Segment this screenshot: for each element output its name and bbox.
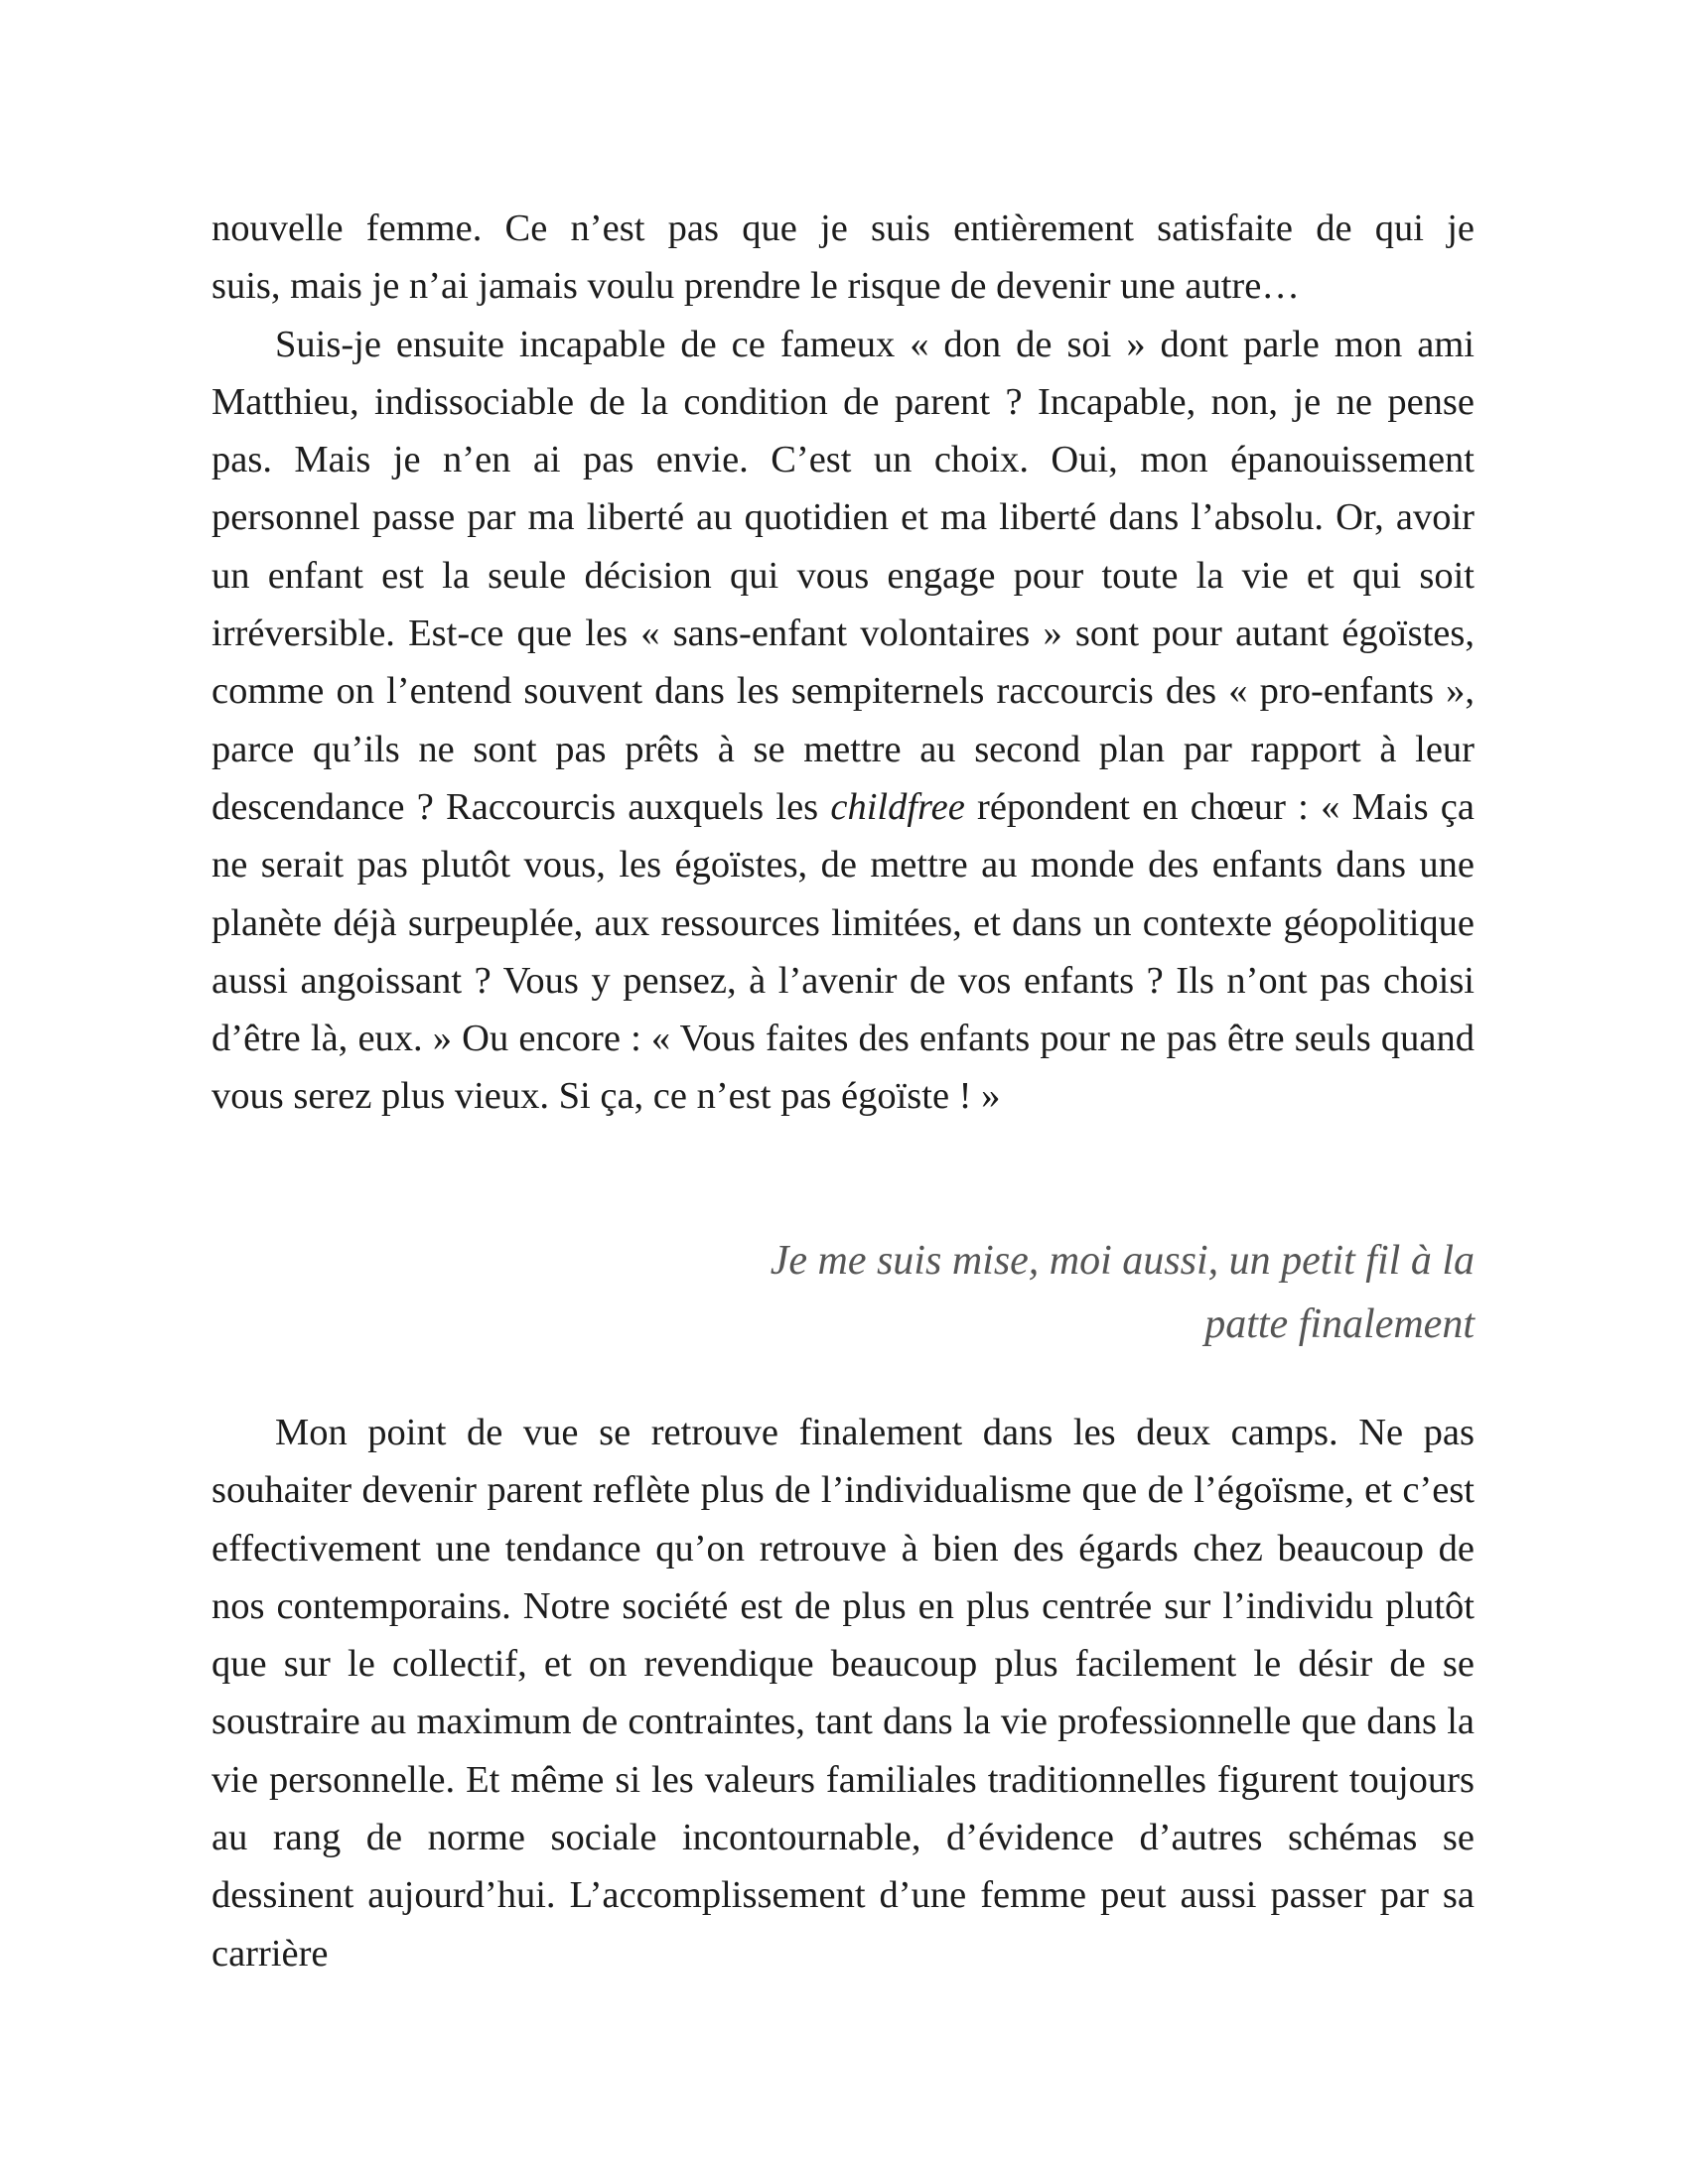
- body-text-top: [211, 200, 1475, 1126]
- section-heading-line-1: Je me suis mise, moi aussi, un petit fil à la: [770, 1238, 1475, 1284]
- continuation-line-2: suis, mais je n’ai jamais voulu prendre le risque de devenir une autre…: [211, 265, 1300, 308]
- continuation-line-1: nouvelle femme. Ce n’est pas que je suis entièrement satisfaite de qui je: [211, 207, 1475, 249]
- italic-term-childfree: childfree: [830, 785, 965, 828]
- paragraph-2: [211, 316, 1475, 1126]
- paragraph-2-text-a: Suis-je ensuite incapable de ce fameux « don de soi » dont parle mon ami Matthieu, indissociable de la condition de parent ? Incapable, non, je ne pense pas. Mais je n’en ai pas envie. C’est un choix. Oui, mon épanouissement personnel passe par ma liberté au quotidien et ma liberté dans l’absolu. Or, avoir un enfant est la seule décision qui vous engage pour toute la vie et qui soit irréversible. Est-ce que les « sans-enfant volontaires » sont pour autant égoïstes, comme on l’entend souvent dans les sempiternels raccourcis des « pro-enfants », parce qu’ils ne sont pas prêts à se mettre au second plan par rapport à leur descendance ? Raccourcis auxquels les: [211, 323, 1475, 828]
- paragraph-3: Mon point de vue se retrouve finalement dans les deux camps. Ne pas souhaiter devenir parent reflète plus de l’individualisme que de l’égoïsme, et c’est effectivement une tendance qu’on retrouve à bien des égards chez beaucoup de nos contemporains. Notre société est de plus en plus centrée sur l’individu plutôt que sur le collectif, et on revendique beaucoup plus facilement le désir de se soustraire au maximum de contraintes, tant dans la vie professionnelle que dans la vie personnelle. Et même si les valeurs familiales traditionnelles figurent toujours au rang de norme sociale incontournable, d’évidence d’autres schémas se dessinent aujourd’hui. L’accomplissement d’une femme peut aussi passer par sa carrière: [211, 1412, 1475, 1975]
- section-heading-line-2: patte finalement: [1204, 1301, 1475, 1347]
- body-text-bottom: [211, 1404, 1475, 1982]
- section-heading: [596, 1229, 1475, 1356]
- paragraph-2-text-b: répondent en chœur : « Mais ça ne serait pas plutôt vous, les égoïstes, de mettre au monde des enfants dans une planète déjà surpeuplée, aux ressources limitées, et dans un contexte géopolitique aussi angoissant ? Vous y pensez, à l’avenir de vos enfants ? Ils n’ont pas choisi d’être là, eux. » Ou encore : « Vous faites des enfants pour ne pas être seuls quand vous serez plus vieux. Si ça, ce n’est pas égoïste ! »: [211, 785, 1475, 1118]
